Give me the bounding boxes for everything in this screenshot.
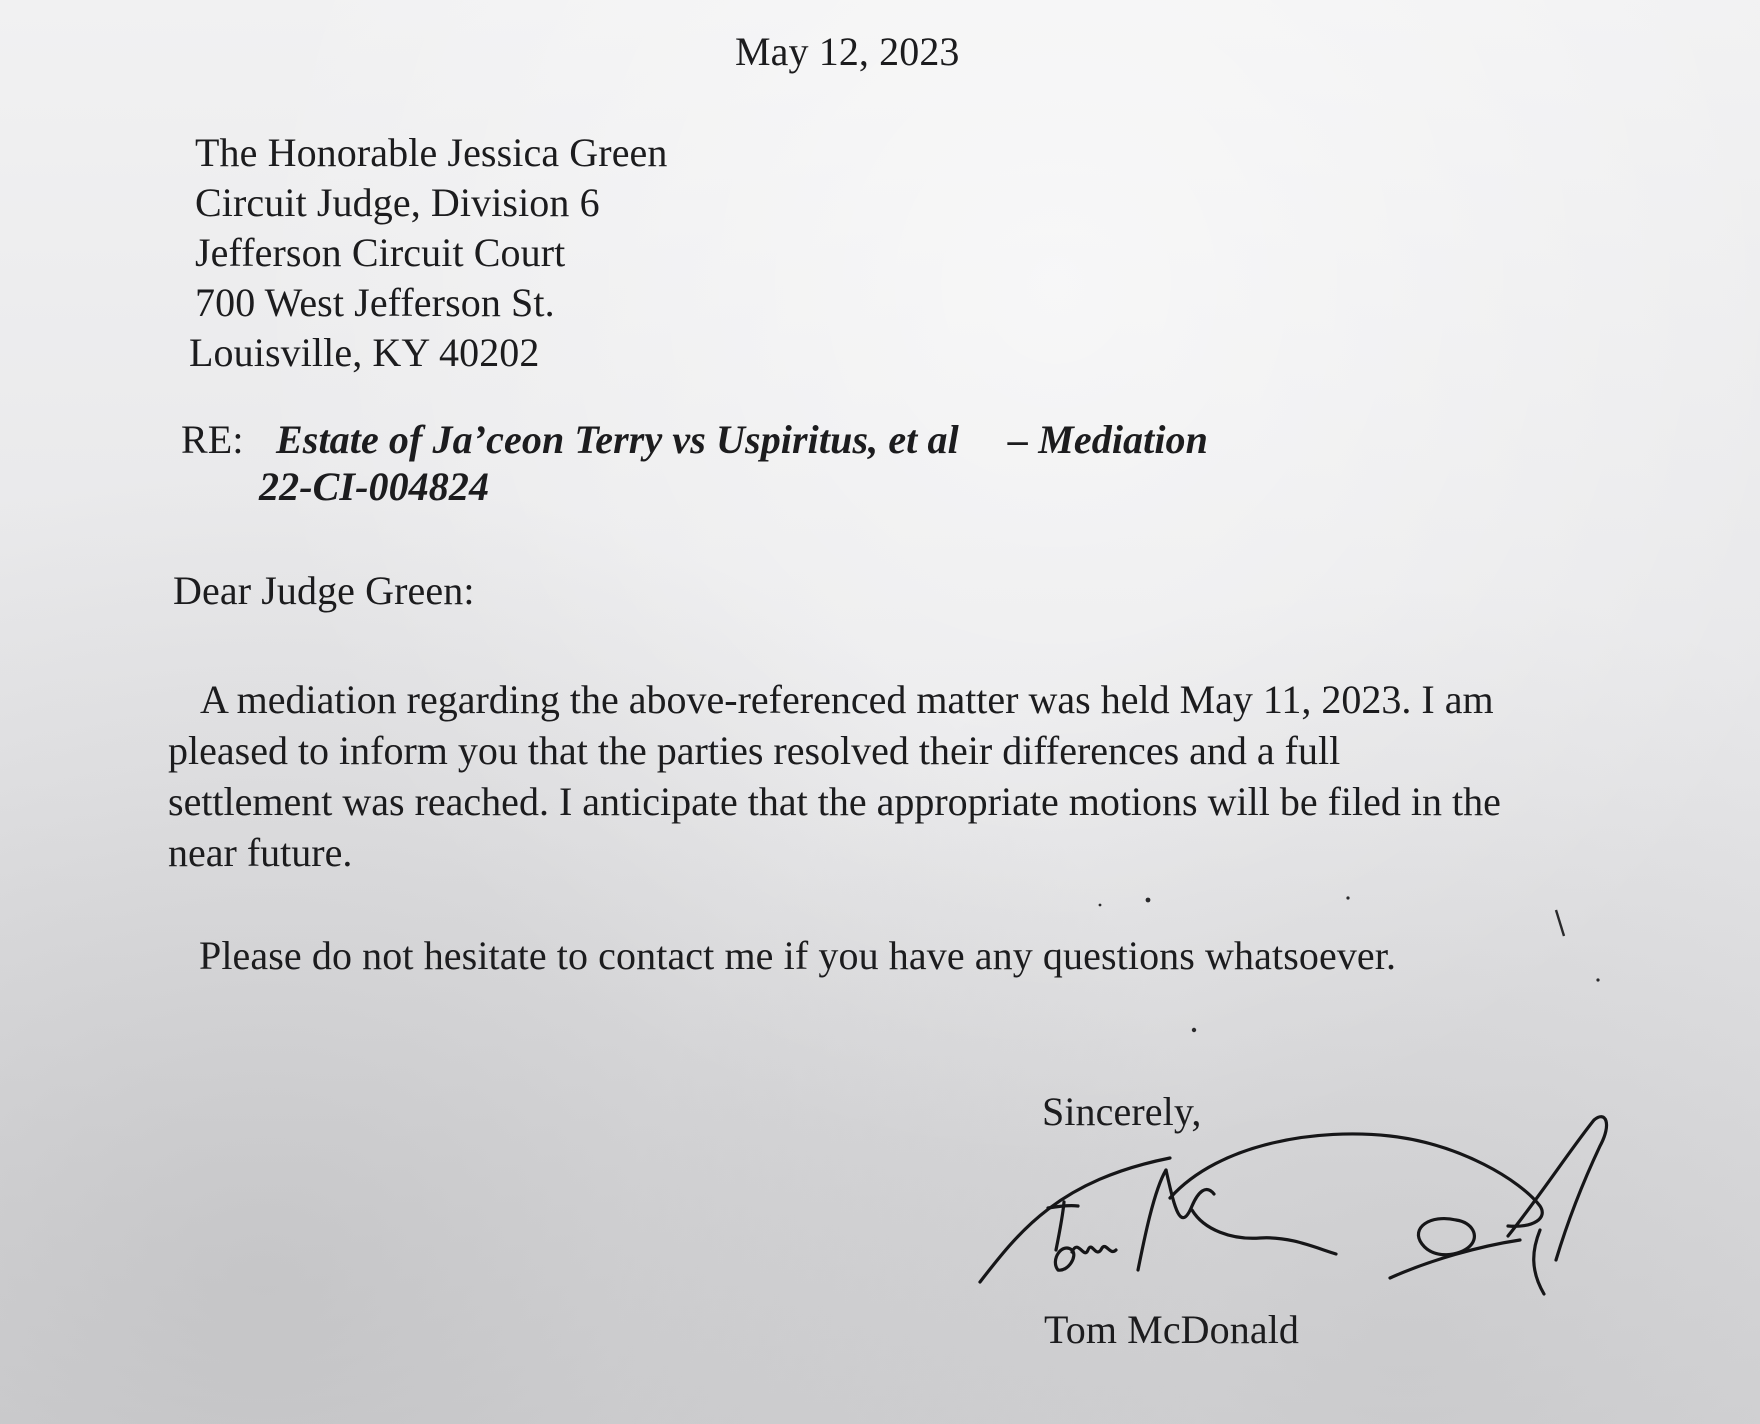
- body-line: near future.: [168, 830, 353, 875]
- recipient-address: [189, 128, 668, 378]
- recipient-city: Louisville, KY 40202: [189, 330, 540, 375]
- re-subject: – Mediation: [1008, 417, 1209, 462]
- body-paragraph: [168, 674, 1588, 878]
- recipient-name: The Honorable Jessica Green: [195, 130, 668, 175]
- body-line: pleased to inform you that the parties resolved their differences and a full: [168, 728, 1341, 773]
- re-case-number: 22-CI-004824: [259, 464, 490, 509]
- closing-paragraph: Please do not hesitate to contact me if you have any questions whatsoever.: [199, 933, 1397, 978]
- recipient-street: 700 West Jefferson St.: [195, 280, 555, 325]
- recipient-title: Circuit Judge, Division 6: [195, 180, 600, 225]
- signer-name: Tom McDonald: [1044, 1307, 1300, 1352]
- letter-date: May 12, 2023: [735, 29, 960, 74]
- recipient-court: Jefferson Circuit Court: [195, 230, 566, 275]
- salutation: Dear Judge Green:: [173, 568, 475, 613]
- closing: Sincerely,: [1042, 1089, 1202, 1134]
- re-case-title: Estate of Ja’ceon Terry vs Uspiritus, et al: [276, 417, 959, 462]
- body-line: settlement was reached. I anticipate that the appropriate motions will be filed in the: [168, 779, 1501, 824]
- re-label: RE:: [181, 417, 244, 462]
- body-line: A mediation regarding the above-referenced matter was held May 11, 2023. I am: [200, 677, 1494, 722]
